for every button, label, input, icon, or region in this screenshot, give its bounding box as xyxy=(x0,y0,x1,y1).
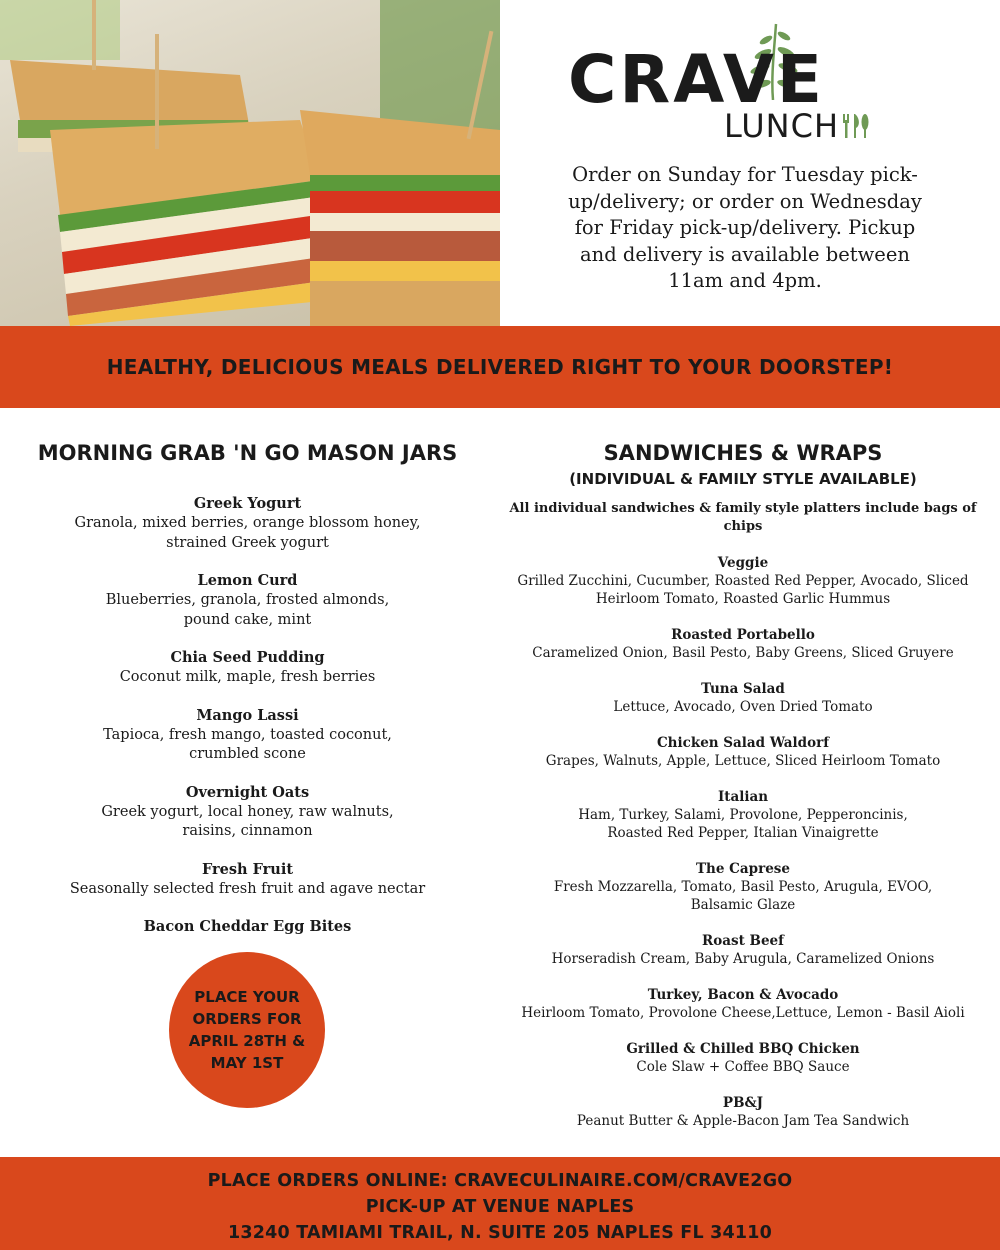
sandwiches-section-subtitle: (INDIVIDUAL & FAMILY STYLE AVAILABLE) xyxy=(569,470,917,488)
menu-item-desc: Heirloom Tomato, Roasted Garlic Hummus xyxy=(595,591,891,607)
logo-crave-text: CRAVE xyxy=(568,41,826,118)
sandwiches-note: All individual sandwiches & family style platters include bags of chips xyxy=(509,501,977,534)
menu-item-desc: Lettuce, Avocado, Oven Dried Tomato xyxy=(613,699,873,715)
crave-lunch-logo xyxy=(568,22,868,147)
menu-item-name: Roasted Portabello xyxy=(671,627,815,643)
menu-item xyxy=(505,932,981,968)
menu-item-desc: Cole Slaw + Coffee BBQ Sauce xyxy=(636,1059,850,1075)
menu-item-desc: Coconut milk, maple, fresh berries xyxy=(119,669,376,685)
order-dates-line: MAY 1ST xyxy=(210,1054,284,1072)
menu-item-name: Roast Beef xyxy=(702,933,784,949)
menu-item-desc: Blueberries, granola, frosted almonds, xyxy=(105,592,390,608)
menu-item-name: Turkey, Bacon & Avocado xyxy=(647,987,839,1003)
menu-item xyxy=(20,706,475,765)
menu-item-name: Grilled & Chilled BBQ Chicken xyxy=(626,1041,860,1057)
menu-item-name: Mango Lassi xyxy=(196,706,299,724)
sandwich-item-list xyxy=(505,554,981,1130)
order-dates-line: ORDERS FOR xyxy=(192,1010,302,1028)
menu-item-desc: Roasted Red Pepper, Italian Vinaigrette xyxy=(607,825,879,841)
menu-item xyxy=(505,986,981,1022)
menu-item xyxy=(505,680,981,716)
logo-lunch-text: LUNCH xyxy=(724,107,839,145)
menu-item-name: Tuna Salad xyxy=(701,681,785,697)
menu-item-desc: crumbled scone xyxy=(189,746,306,762)
menu-item-name: Overnight Oats xyxy=(185,783,310,801)
menu-item-desc: Tapioca, fresh mango, toasted coconut, xyxy=(103,726,392,743)
menu-item-name: Greek Yogurt xyxy=(193,495,302,512)
menu-item-desc: Greek yogurt, local honey, raw walnuts, xyxy=(101,803,394,820)
menu-item-desc: Heirloom Tomato, Provolone Cheese,Lettuce, Lemon - Basil Aioli xyxy=(521,1005,965,1021)
order-dates-badge xyxy=(169,952,325,1108)
menu-item xyxy=(505,626,981,662)
order-dates-text xyxy=(182,986,312,1074)
menu-item-name: Chicken Salad Waldorf xyxy=(656,735,830,751)
order-dates-line: PLACE YOUR xyxy=(194,988,300,1006)
menu-item xyxy=(505,788,981,842)
menu-item-name: Veggie xyxy=(717,555,769,571)
menu-item-desc: Grapes, Walnuts, Apple, Lettuce, Sliced Heirloom Tomato xyxy=(545,753,941,769)
menu-item-name: Italian xyxy=(717,789,769,805)
menu-item xyxy=(20,917,475,937)
menu-item xyxy=(505,734,981,770)
sandwich-photo xyxy=(0,0,500,326)
order-dates-line: APRIL 28TH & xyxy=(188,1032,306,1050)
menu-item xyxy=(20,571,475,630)
order-schedule-text: Order on Sunday for Tuesday pick-up/delivery; or order on Wednesday for Friday pick-up/delivery. Pickup and delivery is available between 11am and 4pm. xyxy=(568,163,922,292)
morning-section-title: MORNING GRAB 'N GO MASON JARS xyxy=(37,441,458,465)
brand-panel xyxy=(500,0,1000,326)
menu-item-desc: Seasonally selected fresh fruit and agave nectar xyxy=(69,880,426,897)
menu-item xyxy=(20,860,475,900)
club-sandwich-photo xyxy=(0,0,500,326)
sandwiches-section xyxy=(505,438,981,1148)
menu-item-name: Bacon Cheddar Egg Bites xyxy=(143,918,352,935)
menu-item-desc: Grilled Zucchini, Cucumber, Roasted Red Pepper, Avocado, Sliced xyxy=(517,573,969,589)
menu-item xyxy=(20,783,475,842)
menu-item-name: Chia Seed Pudding xyxy=(170,649,325,666)
menu-item-desc: pound cake, mint xyxy=(183,611,312,628)
menu-item-desc: raisins, cinnamon xyxy=(182,823,313,839)
menu-item-desc: Horseradish Cream, Baby Arugula, Caramelized Onions xyxy=(551,951,935,967)
menu-item xyxy=(20,494,475,553)
menu-item xyxy=(505,860,981,914)
menu-item xyxy=(505,1040,981,1076)
menu-item xyxy=(505,1094,981,1130)
fork-knife-leaf-icon xyxy=(840,112,870,140)
menu-item-desc: Peanut Butter & Apple-Bacon Jam Tea Sandwich xyxy=(576,1113,910,1129)
tagline-text: HEALTHY, DELICIOUS MEALS DELIVERED RIGHT TO YOUR DOORSTEP! xyxy=(106,355,894,379)
menu-item-name: Lemon Curd xyxy=(197,572,298,589)
order-online-text: PLACE ORDERS ONLINE: CRAVECULINAIRE.COM/CRAVE2GO xyxy=(207,1171,793,1191)
menu-item-name: Fresh Fruit xyxy=(201,860,294,878)
menu-item-desc: Caramelized Onion, Basil Pesto, Baby Greens, Sliced Gruyere xyxy=(532,645,954,661)
menu-item-name: PB&J xyxy=(722,1095,764,1111)
pickup-location-text: PICK-UP AT VENUE NAPLES xyxy=(365,1197,635,1217)
menu-item-desc: Granola, mixed berries, orange blossom honey, xyxy=(74,515,421,531)
menu-item-name: The Caprese xyxy=(696,861,790,877)
menu-item-desc: Fresh Mozzarella, Tomato, Basil Pesto, Arugula, EVOO, xyxy=(553,879,933,895)
menu-item xyxy=(20,648,475,688)
morning-item-list xyxy=(20,494,475,937)
tagline-banner xyxy=(0,326,1000,408)
sandwiches-section-title: SANDWICHES & WRAPS xyxy=(603,441,883,465)
address-text: 13240 TAMIAMI TRAIL, N. SUITE 205 NAPLES FL 34110 xyxy=(228,1223,772,1243)
morning-section xyxy=(20,438,475,955)
menu-item-desc: Balsamic Glaze xyxy=(690,897,796,913)
menu-item-desc: strained Greek yogurt xyxy=(166,534,329,551)
menu-item-desc: Ham, Turkey, Salami, Provolone, Pepperoncinis, xyxy=(578,807,908,823)
footer-banner xyxy=(0,1157,1000,1250)
menu-item xyxy=(505,554,981,608)
